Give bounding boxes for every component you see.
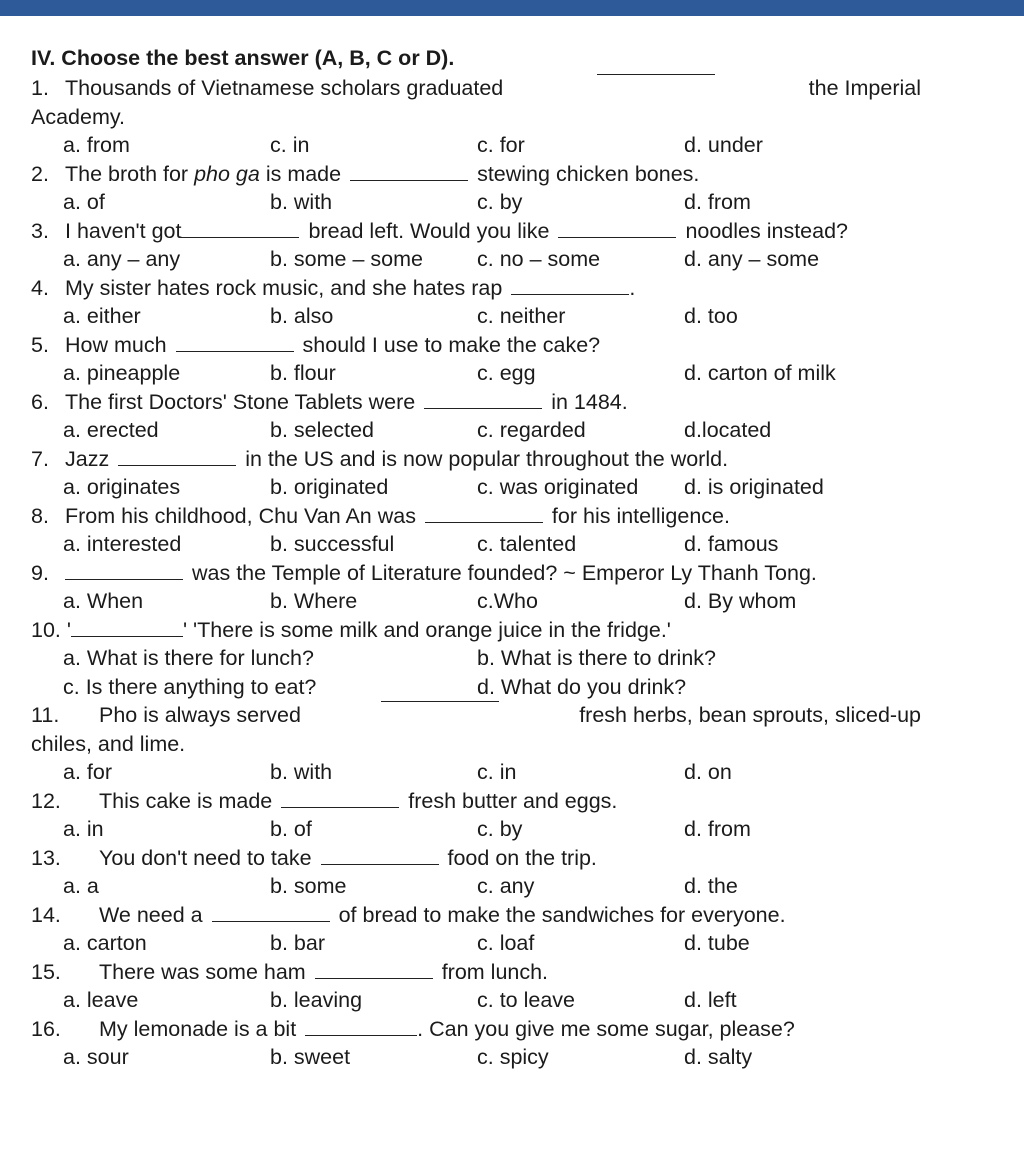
answer-blank[interactable] [321, 864, 439, 865]
question-5 [31, 331, 921, 360]
question-number: 11. [31, 703, 60, 727]
question-10 [31, 616, 921, 645]
option-c[interactable]: c. talented [477, 532, 577, 556]
option-b[interactable]: c. in [270, 133, 310, 157]
answer-blank[interactable] [350, 180, 468, 181]
option-c[interactable]: c. regarded [477, 418, 586, 442]
question-text: from lunch. [441, 959, 549, 984]
options-row [31, 245, 921, 274]
question-text: The broth for [65, 161, 195, 186]
options-row [31, 188, 921, 217]
answer-blank[interactable] [381, 701, 499, 702]
options-row [31, 872, 921, 901]
question-text: We need a [99, 902, 203, 927]
answer-blank[interactable] [71, 636, 183, 637]
question-number: 10. ' [31, 617, 71, 642]
option-d[interactable]: d. from [684, 817, 751, 841]
top-color-bar [0, 0, 1024, 16]
question-number: 13. [31, 845, 61, 870]
option-d[interactable]: d. carton of milk [684, 361, 836, 385]
question-number: 12. [31, 788, 61, 813]
option-b[interactable]: b. also [270, 304, 334, 328]
question-13 [31, 844, 921, 873]
question-text: in the US and is now popular throughout the world. [245, 446, 729, 471]
options-row [31, 815, 921, 844]
options-row [31, 416, 921, 445]
question-6 [31, 388, 921, 417]
question-text: the Imperial [808, 76, 921, 100]
option-a[interactable]: a. erected [63, 418, 159, 442]
option-c[interactable]: c. Is there anything to eat? [63, 674, 317, 699]
answer-blank[interactable] [424, 408, 542, 409]
question-9 [31, 559, 921, 588]
options-row [31, 131, 921, 160]
section-title: IV. Choose the best answer (A, B, C or D). [31, 46, 455, 70]
question-text: of bread to make the sandwiches for everyone. [338, 902, 786, 927]
question-number: 1. [31, 76, 49, 100]
question-text: ' 'There is some milk and orange juice in the fridge.' [182, 617, 671, 642]
option-b[interactable]: b. selected [270, 418, 374, 442]
question-text: should I use to make the cake? [302, 332, 601, 357]
question-1 [31, 74, 921, 103]
option-b[interactable]: b. sweet [270, 1045, 351, 1069]
answer-blank[interactable] [558, 237, 676, 238]
option-d[interactable]: d. famous [684, 532, 779, 556]
options-row [31, 673, 921, 702]
option-d[interactable]: d. on [684, 760, 732, 784]
question-text: From his childhood, Chu Van An was [65, 503, 416, 528]
option-a[interactable]: a. any – any [63, 247, 181, 271]
option-a[interactable]: a. a [63, 874, 99, 898]
answer-blank[interactable] [181, 237, 299, 238]
option-d[interactable]: d. too [684, 304, 738, 328]
question-text: food on the trip. [447, 845, 597, 870]
question-continuation: Academy. [31, 104, 125, 129]
question-text: This cake is made [99, 788, 273, 813]
option-c[interactable]: c.Who [477, 589, 538, 613]
option-b[interactable]: b. Where [270, 589, 358, 613]
question-text: fresh herbs, bean sprouts, sliced-up [579, 703, 921, 727]
options-row [31, 1043, 921, 1072]
question-text: bread left. Would you like [308, 218, 550, 243]
question-8 [31, 502, 921, 531]
question-7 [31, 445, 921, 474]
question-4 [31, 274, 921, 303]
option-b[interactable]: b. some [270, 874, 347, 898]
option-c[interactable]: c. in [477, 760, 517, 784]
answer-blank[interactable] [65, 579, 183, 580]
options-row [31, 758, 921, 787]
option-b[interactable]: b. originated [270, 475, 389, 499]
option-a[interactable]: a. interested [63, 532, 182, 556]
question-text: . [629, 275, 636, 300]
question-15 [31, 958, 921, 987]
question-3 [31, 217, 921, 246]
option-a[interactable]: a. from [63, 133, 130, 157]
option-d[interactable]: d. What do you drink? [477, 674, 687, 699]
answer-blank[interactable] [597, 74, 715, 75]
option-b[interactable]: b. with [270, 190, 333, 214]
question-text: You don't need to take [99, 845, 312, 870]
option-b[interactable]: b. successful [270, 532, 395, 556]
option-d[interactable]: d.located [684, 418, 772, 442]
option-d[interactable]: d. is originated [684, 475, 824, 499]
question-text: I haven't got [65, 218, 182, 243]
question-text: for his intelligence. [551, 503, 730, 528]
question-12 [31, 787, 921, 816]
question-text: There was some ham [99, 959, 306, 984]
options-row [31, 473, 921, 502]
answer-blank[interactable] [281, 807, 399, 808]
question-number: 3. [31, 218, 49, 243]
question-text: fresh butter and eggs. [408, 788, 618, 813]
answer-blank[interactable] [425, 522, 543, 523]
option-a[interactable]: a. pineapple [63, 361, 181, 385]
question-number: 4. [31, 275, 49, 300]
question-number: 9. [31, 560, 49, 585]
question-number: 16. [31, 1016, 61, 1041]
option-c[interactable]: c. neither [477, 304, 566, 328]
option-a[interactable]: a. carton [63, 931, 147, 955]
options-row [31, 302, 921, 331]
option-c[interactable]: c. spicy [477, 1045, 549, 1069]
options-row [31, 929, 921, 958]
option-b[interactable]: b. bar [270, 931, 325, 955]
question-11 [31, 701, 921, 730]
answer-blank[interactable] [176, 351, 294, 352]
options-row [31, 587, 921, 616]
question-number: 7. [31, 446, 49, 471]
question-16 [31, 1015, 921, 1044]
question-text: Pho is always served [99, 703, 301, 727]
option-c[interactable]: c. by [477, 190, 523, 214]
answer-blank[interactable] [118, 465, 236, 466]
options-row [31, 986, 921, 1015]
option-c[interactable]: c. to leave [477, 988, 575, 1012]
option-d[interactable]: d. from [684, 190, 751, 214]
option-a[interactable]: a. originates [63, 475, 181, 499]
option-d[interactable]: d. left [684, 988, 737, 1012]
option-a[interactable]: a. What is there for lunch? [63, 646, 314, 670]
option-a[interactable]: a. for [63, 760, 112, 784]
question-number: 6. [31, 389, 49, 414]
option-a[interactable]: a. sour [63, 1045, 129, 1069]
option-d[interactable]: d. any – some [684, 247, 820, 271]
question-text: in 1484. [551, 389, 628, 414]
question-number: 15. [31, 959, 61, 984]
question-text: How much [65, 332, 167, 357]
question-number: 2. [31, 161, 49, 186]
option-d[interactable]: d. tube [684, 931, 750, 955]
question-text: Thousands of Vietnamese scholars graduated [65, 76, 504, 100]
question-14 [31, 901, 921, 930]
options-row [31, 359, 921, 388]
option-b[interactable]: b. with [270, 760, 333, 784]
option-d[interactable]: d. the [684, 874, 738, 898]
option-a[interactable]: a. When [63, 589, 144, 613]
option-b[interactable]: b. of [270, 817, 312, 841]
question-text: . Can you give me some sugar, please? [417, 1016, 795, 1041]
option-b[interactable]: b. some – some [270, 247, 423, 271]
question-text: is made [259, 161, 342, 186]
option-c[interactable]: c. for [477, 133, 525, 157]
option-b[interactable]: b. leaving [270, 988, 363, 1012]
option-c[interactable]: c. by [477, 817, 523, 841]
question-text-italic: pho ga [194, 161, 260, 186]
question-text: was the Temple of Literature founded? ~ Emperor Ly Thanh Tong. [191, 560, 817, 585]
option-d[interactable]: d. under [684, 133, 763, 157]
worksheet [31, 42, 921, 1072]
question-text: My lemonade is a bit [99, 1016, 297, 1041]
option-a[interactable]: a. of [63, 190, 105, 214]
answer-blank[interactable] [315, 978, 433, 979]
question-number: 14. [31, 902, 61, 927]
option-d[interactable]: d. salty [684, 1045, 753, 1069]
options-row [31, 644, 921, 673]
question-text: Jazz [65, 446, 110, 471]
question-number: 5. [31, 332, 49, 357]
option-a[interactable]: a. leave [63, 988, 139, 1012]
option-a[interactable]: a. in [63, 817, 104, 841]
question-text: My sister hates rock music, and she hates rap [65, 275, 503, 300]
option-a[interactable]: a. either [63, 304, 141, 328]
option-c[interactable]: c. no – some [477, 247, 601, 271]
answer-blank[interactable] [305, 1035, 417, 1036]
answer-blank[interactable] [511, 294, 629, 295]
answer-blank[interactable] [212, 921, 330, 922]
question-text: noodles instead? [685, 218, 849, 243]
options-row [31, 530, 921, 559]
option-c[interactable]: c. any [477, 874, 535, 898]
option-b[interactable]: b. What is there to drink? [477, 646, 716, 670]
option-c[interactable]: c. loaf [477, 931, 535, 955]
option-b[interactable]: b. flour [270, 361, 336, 385]
question-continuation: chiles, and lime. [31, 731, 186, 756]
option-c[interactable]: c. was originated [477, 475, 639, 499]
question-text: The first Doctors' Stone Tablets were [65, 389, 416, 414]
question-number: 8. [31, 503, 49, 528]
question-text: stewing chicken bones. [477, 161, 700, 186]
option-c[interactable]: c. egg [477, 361, 536, 385]
option-d[interactable]: d. By whom [684, 589, 797, 613]
question-2 [31, 160, 921, 189]
